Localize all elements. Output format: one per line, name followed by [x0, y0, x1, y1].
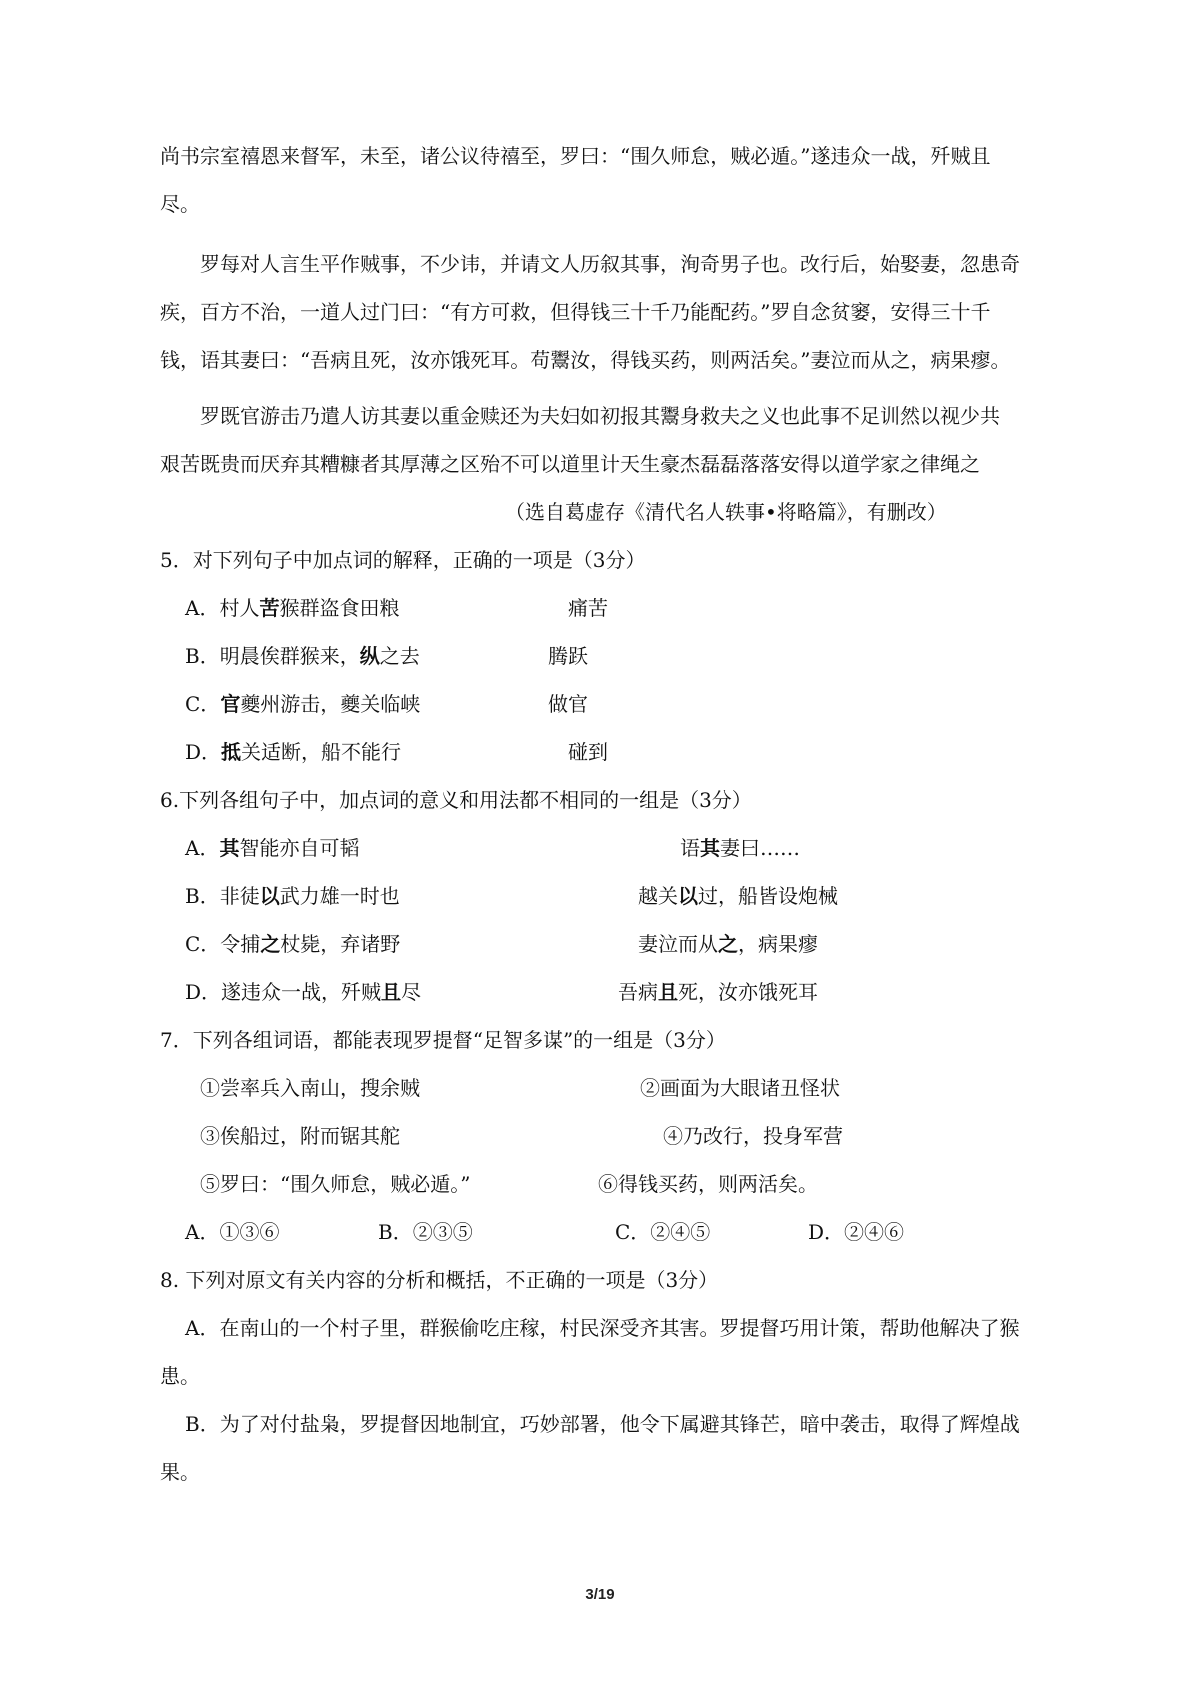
- dotted-word: 以: [259, 884, 280, 908]
- q7-choice-b: B．②③⑤: [378, 1220, 473, 1244]
- q7-choice-d: D．②④⑥: [808, 1220, 905, 1244]
- q5-option-a-meaning: 痛苦: [568, 596, 608, 620]
- option-text: 越关: [638, 884, 678, 908]
- q7-item: ①尝率兵入南山，搜余贼: [200, 1076, 420, 1100]
- option-text: 死，汝亦饿死耳: [678, 980, 818, 1004]
- question-7-stem: 7．下列各组词语，都能表现罗提督“足智多谋”的一组是（3分）: [160, 1028, 726, 1052]
- option-text: D．遂违众一战，歼贼: [185, 980, 382, 1004]
- option-text: 智能亦自可韬: [239, 836, 360, 860]
- option-text: 关适断，船不能行: [241, 740, 402, 764]
- passage-line: 尽。: [160, 192, 200, 216]
- dotted-word: 之: [718, 932, 738, 956]
- passage-line: 艰苦既贵而厌弃其糟糠者其厚薄之区殆不可以道里计天生豪杰磊磊落落安得以道学家之律绳之: [160, 452, 980, 476]
- q7-item: ⑤罗曰：“围久师怠，贼必遁。”: [200, 1172, 471, 1196]
- dotted-word: 且: [381, 980, 402, 1004]
- q5-option-d: [185, 738, 401, 766]
- q5-option-b-meaning: 腾跃: [548, 644, 588, 668]
- option-text: A．村人: [185, 596, 260, 620]
- passage-line: 疾，百方不治，一道人过门曰：“有方可救，但得钱三十千乃能配药。”罗自念贫窭，安得三十千: [160, 300, 991, 324]
- q8-option-b-cont: 果。: [160, 1460, 200, 1484]
- option-text: ，病果瘳: [738, 932, 818, 956]
- dotted-word: 其: [219, 836, 240, 860]
- q7-item: ③俟船过，附而锯其舵: [200, 1124, 400, 1148]
- passage-source: （选自葛虚存《清代名人轶事•将略篇》，有删改）: [505, 500, 947, 524]
- q6-option-a-left: [185, 834, 359, 862]
- q5-option-c-meaning: 做官: [548, 692, 588, 716]
- q7-item: ⑥得钱买药，则两活矣。: [598, 1172, 818, 1196]
- passage-line: 罗每对人言生平作贼事，不少讳，并请文人历叙其事，洵奇男子也。改行后，始娶妻，忽患奇: [200, 252, 1020, 276]
- question-8-stem: 8. 下列对原文有关内容的分析和概括，不正确的一项是（3分）: [160, 1268, 719, 1292]
- q8-option-a: A．在南山的一个村子里，群猴偷吃庄稼，村民深受齐其害。罗提督巧用计策，帮助他解决了猴: [185, 1316, 1020, 1340]
- q6-option-d-right: [618, 978, 818, 1006]
- option-text: 夔州游击，夔关临峡: [240, 692, 421, 716]
- option-text: D．: [185, 740, 222, 764]
- question-6-stem: 6.下列各组句子中，加点词的意义和用法都不相同的一组是（3分）: [160, 788, 752, 812]
- q6-option-b-left: [185, 882, 400, 910]
- q6-option-c-right: [638, 930, 818, 958]
- option-text: C．令捕: [185, 932, 261, 956]
- option-text: 尽: [401, 980, 422, 1004]
- dotted-word: 以: [678, 884, 698, 908]
- option-text: B．明晨俟群猴来，: [185, 644, 360, 668]
- q5-option-a: [185, 594, 399, 622]
- q6-option-c-left: [185, 930, 400, 958]
- dotted-word: 其: [700, 836, 720, 860]
- dotted-word: 之: [260, 932, 281, 956]
- q8-option-b: B．为了对付盐枭，罗提督因地制宜，巧妙部署，他令下属避其锋芒，暗中袭击，取得了辉煌战: [185, 1412, 1020, 1436]
- option-text: 猴群盗食田粮: [279, 596, 400, 620]
- option-text: 语: [680, 836, 700, 860]
- option-text: 吾病: [618, 980, 658, 1004]
- q6-option-d-left: [185, 978, 421, 1006]
- dotted-word: 且: [658, 980, 678, 1004]
- option-text: 过，船皆设炮械: [698, 884, 838, 908]
- option-text: B．非徒: [185, 884, 260, 908]
- dotted-word: 苦: [259, 596, 280, 620]
- dotted-word: 官: [220, 692, 241, 716]
- q7-item: ②画面为大眼诸丑怪状: [640, 1076, 840, 1100]
- q5-option-d-meaning: 碰到: [568, 740, 608, 764]
- q7-item: ④乃改行，投身军营: [663, 1124, 843, 1148]
- passage-line: 尚书宗室禧恩来督军，未至，诸公议待禧至，罗曰：“围久师怠，贼必遁。”遂违众一战，歼贼且: [160, 144, 991, 168]
- q5-option-b: [185, 642, 420, 670]
- passage-line: 罗既官游击乃遣人访其妻以重金赎还为夫妇如初报其鬻身救夫之义也此事不足训然以视少共: [200, 404, 1000, 428]
- q6-option-b-right: [638, 882, 838, 910]
- option-text: 妻泣而从: [638, 932, 718, 956]
- q7-choice-c: C．②④⑤: [615, 1220, 711, 1244]
- q6-option-a-right: [680, 834, 800, 862]
- option-text: C．: [185, 692, 221, 716]
- option-text: A．: [185, 836, 220, 860]
- q5-option-c: [185, 690, 420, 718]
- option-text: 妻曰……: [720, 836, 800, 860]
- option-text: 武力雄一时也: [279, 884, 400, 908]
- dotted-word: 纵: [359, 644, 380, 668]
- q8-option-a-cont: 患。: [160, 1364, 200, 1388]
- q7-choice-a: A．①③⑥: [185, 1220, 280, 1244]
- option-text: 杖毙，弃诸野: [280, 932, 401, 956]
- question-5-stem: 5．对下列句子中加点词的解释，正确的一项是（3分）: [160, 548, 646, 572]
- passage-line: 钱，语其妻曰：“吾病且死，汝亦饿死耳。苟鬻汝，得钱买药，则两活矣。”妻泣而从之，病果瘳。: [160, 348, 1011, 372]
- page-number: 3/19: [585, 1586, 615, 1603]
- option-text: 之去: [379, 644, 420, 668]
- dotted-word: 抵: [221, 740, 242, 764]
